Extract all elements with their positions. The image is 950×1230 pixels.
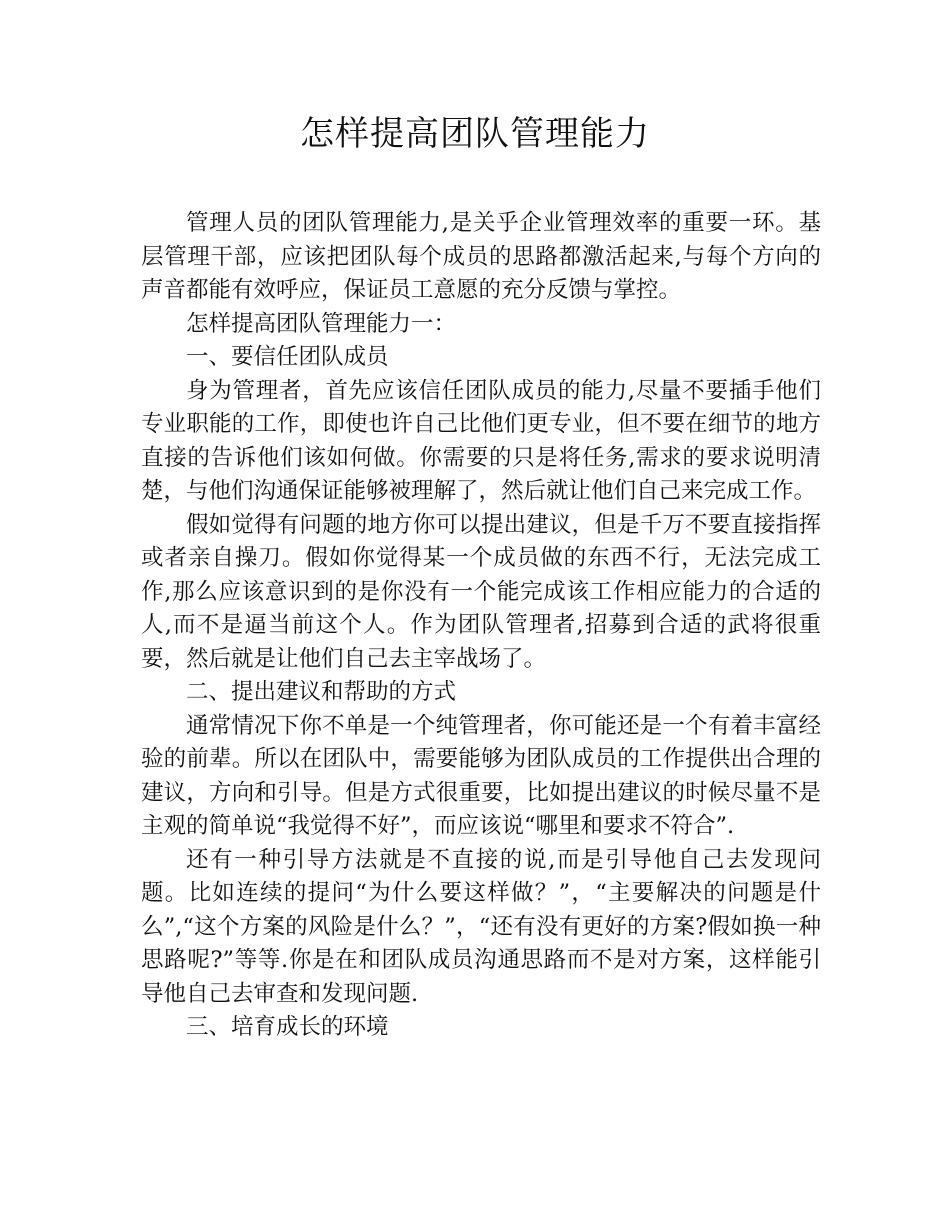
paragraph-guidance: 还有一种引导方法就是不直接的说,而是引导他自己去发现问题。比如连续的提问“为什么要这样做？”，“主要解决的问题是什么”,“这个方案的风险是什么？”，“还有没有更好的方案?假如换一种思路呢?”等等.你是在和团队成员沟通思路而不是对方案，这样能引导他自己去审查和发现问题. [141, 846, 821, 1007]
section-heading-2: 二、提出建议和帮助的方式 [186, 679, 457, 705]
paragraph-advice: 通常情况下你不单是一个纯管理者，你可能还是一个有着丰富经验的前辈。所以在团队中，需要能够为团队成员的工作提供出合理的建议，方向和引导。但是方式很重要，比如提出建议的时候尽量不是主观的简单说“我觉得不好”，而应该说“哪里和要求不符合”. [141, 712, 821, 839]
document-title: 怎样提高团队管理能力 [300, 114, 650, 154]
paragraph-method-heading: 怎样提高团队管理能力一： [186, 310, 457, 337]
section-heading-1: 一、要信任团队成员 [186, 344, 389, 370]
document-body [141, 207, 821, 1045]
paragraph-intro: 管理人员的团队管理能力,是关乎企业管理效率的重要一环。基层管理干部，应该把团队每个成员的思路都激活起来,与每个方向的声音都能有效呼应，保证员工意愿的充分反馈与掌控。 [141, 210, 821, 303]
section-heading-3: 三、培育成长的环境 [186, 1014, 389, 1040]
paragraph-suggestions: 假如觉得有问题的地方你可以提出建议，但是千万不要直接指挥或者亲自操刀。假如你觉得某一个成员做的东西不行，无法完成工作,那么应该意识到的是你没有一个能完成该工作相应能力的合适的人,而不是逼当前这个人。作为团队管理者,招募到合适的武将很重要，然后就是让他们自己去主宰战场了。 [141, 511, 821, 672]
paragraph-trust: 身为管理者，首先应该信任团队成员的能力,尽量不要插手他们专业职能的工作，即使也许自己比他们更专业，但不要在细节的地方直接的告诉他们该如何做。你需要的只是将任务,需求的要求说明清楚，与他们沟通保证能够被理解了，然后就让他们自己来完成工作。 [141, 377, 821, 504]
